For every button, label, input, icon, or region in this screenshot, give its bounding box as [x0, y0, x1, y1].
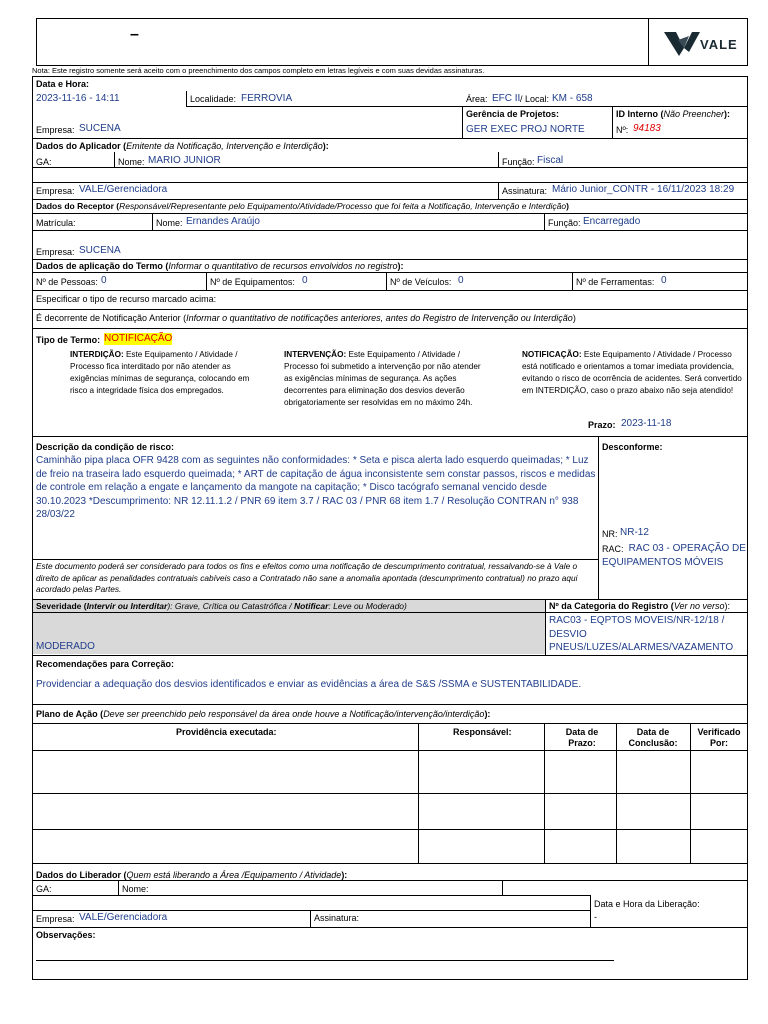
liberacao-data-value: -	[594, 912, 597, 922]
liberador-nome-label: Nome:	[122, 884, 149, 894]
equipamentos-value: 0	[302, 275, 308, 286]
vale-logo	[662, 28, 742, 58]
aplicador-funcao: Fiscal	[537, 155, 564, 166]
aplicador-empresa-label: Empresa:	[36, 186, 75, 196]
vale-logo-icon	[662, 28, 702, 58]
empresa-label: Empresa:	[36, 125, 75, 135]
aplicador-title: Dados do Aplicador (Emitente da Notificação, Intervenção e Interdição):	[36, 141, 329, 151]
liberador-title: Dados do Liberador (Quem está liberando a Área /Equipamento / Atividade):	[36, 870, 348, 880]
receptor-matricula-label: Matrícula:	[36, 218, 76, 228]
col-verificado: Verificado Por:	[697, 727, 741, 748]
gerencia-label: Gerência de Projetos:	[466, 109, 560, 119]
decorrente-label: É decorrente de Notificação Anterior (Informar o quantitativo de notificações anteriores, antes do Registro de Intervenção ou Interdição)	[36, 313, 576, 323]
observacoes-label: Observações:	[36, 930, 96, 940]
col-prazo: Data de Prazo:	[565, 727, 599, 748]
notificacao-text: NOTIFICAÇÃO: Este Equipamento / Atividade / Processo está notificado e orientamos a tomar imediata providencia, evitando o risco de ocorrência de acidentes. Será convertido em INTERDIÇÃO, caso o prazo abaixo não seja atendido!	[522, 350, 742, 395]
tipo-termo-label: Tipo de Termo:	[36, 335, 101, 345]
header-note: Nota: Este registro somente será aceito com o preenchimento dos campos completo em letras legíveis e com suas devidas assinaturas.	[32, 66, 485, 75]
severidade-value: MODERADO	[36, 641, 95, 652]
receptor-funcao: Encarregado	[583, 216, 641, 227]
ferramentas-value: 0	[661, 275, 667, 286]
aplicador-nome: MARIO JUNIOR	[148, 155, 221, 166]
empresa-value: SUCENA	[79, 123, 121, 134]
aplicacao-title: Dados de aplicação do Termo (Informar o quantitativo de recursos envolvidos no registro):	[36, 261, 404, 271]
header-dash: –	[130, 26, 139, 43]
receptor-empresa-label: Empresa:	[36, 247, 75, 257]
area-label: Área:	[466, 94, 488, 104]
localidade-value: FERROVIA	[241, 93, 293, 104]
data-hora-label: Data e Hora:	[36, 79, 90, 89]
local-value: KM - 658	[552, 93, 593, 104]
rac-label: RAC:	[602, 544, 624, 554]
liberador-empresa: VALE/Gerenciadora	[79, 912, 168, 923]
header-box	[36, 18, 748, 66]
observacoes-line	[36, 960, 614, 961]
pessoas-value: 0	[101, 275, 107, 286]
recomendacoes-text: Providenciar a adequação dos desvios identificados e enviar as evidências a área de S&S /SSMA e SUSTENTABILIDADE.	[36, 679, 582, 690]
aplicador-empresa: VALE/Gerenciadora	[79, 184, 168, 195]
equipamentos-label: Nº de Equipamentos:	[210, 277, 295, 287]
aplicador-funcao-label: Função:	[502, 157, 535, 167]
n-value: 94183	[633, 123, 661, 134]
tipo-termo-value: NOTIFICAÇÃO	[104, 333, 173, 344]
id-interno-label: ID Interno (Não Preencher):	[616, 109, 731, 119]
categoria-label: Nº da Categoria do Registro (Ver no verso):	[549, 601, 731, 611]
prazo-label: Prazo:	[588, 420, 616, 430]
aplicador-assinatura: Mário Junior_CONTR - 16/11/2023 18:29	[552, 184, 735, 195]
descricao-label: Descrição da condição de risco:	[36, 442, 175, 452]
col-responsavel: Responsável:	[453, 727, 512, 737]
data-hora-value: 2023-11-16 - 14:11	[36, 93, 120, 104]
pessoas-label: Nº de Pessoas:	[36, 277, 98, 287]
receptor-empresa: SUCENA	[79, 245, 121, 256]
gerencia-value: GER EXEC PROJ NORTE	[466, 124, 585, 135]
descricao-text: Caminhão pipa placa OFR 9428 com as seguintes não conformidades: * Seta e pisca alerta lado esquerdo queimadas; * Luz de freio na traseira lado esquerdo queimada; * ART de capitação de água inconsistente sem constar passos, riscos e medidas de controle em relação a engate e lançamento da mangote na capitação; * Disco tacógrafo semanal vencido desde 30.10.2023 *Descumprimento: NR 12.11.1.2 / PNR 69 item 3.7 / RAC 03 / PNR 68 item 1.7 / Resolução CONTRAN n° 938 28/03/22	[36, 455, 596, 520]
liberador-empresa-label: Empresa:	[36, 914, 75, 924]
severidade-label: Severidade (Intervir ou Interditar): Grave, Crítica ou Catastrófica / Notificar: Leve ou Moderado)	[36, 601, 407, 611]
receptor-title: Dados do Receptor (Responsável/Representante pelo Equipamento/Atividade/Processo que foi feita a Notificação, Intervenção e Interdição)	[36, 201, 569, 211]
rac-value: RAC 03 - OPERAÇÃO DE EQUIPAMENTOS MÓVEIS	[602, 543, 746, 568]
local-label: / Local:	[520, 94, 550, 104]
recomendacoes-label: Recomendações para Correção:	[36, 659, 175, 669]
interdicao-text: INTERDIÇÃO: Este Equipamento / Atividade / Processo fica interditado por não atender as exigências mínimas de segurança, colocando em risco a integridade física dos empregados.	[70, 350, 250, 395]
receptor-nome: Ernandes Araújo	[186, 216, 260, 227]
disclaimer-text: Este documento poderá ser considerado para todos os fins e efeitos como uma notificação de descumprimento contratual, ressalvando-se à Vale o direito de aplicar as penalidades contratuais cabíveis caso a Contratado não sane a anomalia apontada (descumprimento contratual) no prazo aqui acordado pelas Partes.	[36, 561, 578, 594]
aplicador-assinatura-label: Assinatura:	[502, 186, 548, 196]
intervencao-text: INTERVENÇÃO: Este Equipamento / Atividade / Processo foi submetido a intervenção por não atender as exigências mínimas de segurança. As ações decorrentes para eliminação dos desvios deverão obrigatoriamente ser resolvidas em no máximo 24h.	[284, 350, 481, 407]
area-value: EFC II	[492, 93, 521, 104]
veiculos-label: Nº de Veículos:	[390, 277, 452, 287]
nr-label: NR:	[602, 529, 618, 539]
aplicador-nome-label: Nome:	[118, 157, 145, 167]
especificar-label: Especificar o tipo de recurso marcado acima:	[36, 294, 217, 304]
header-divider	[648, 18, 649, 66]
receptor-nome-label: Nome:	[156, 218, 183, 228]
liberador-assinatura-label: Assinatura:	[314, 913, 360, 923]
liberacao-data-label: Data e Hora da Liberação:	[594, 899, 700, 909]
veiculos-value: 0	[458, 275, 464, 286]
categoria-value: RAC03 - EQPTOS MOVEIS/NR-12/18 / DESVIO PNEUS/LUZES/ALARMES/VAZAMENTO	[549, 615, 734, 653]
nr-value: NR-12	[620, 527, 649, 538]
localidade-label: Localidade:	[190, 94, 237, 104]
receptor-funcao-label: Função:	[548, 218, 581, 228]
desconforme-label: Desconforme:	[602, 442, 663, 452]
severidade-value-bg	[33, 613, 545, 654]
vale-logo-text: VALE	[700, 37, 738, 52]
n-label: Nº:	[616, 125, 629, 135]
liberador-ga-label: GA:	[36, 884, 52, 894]
plano-title: Plano de Ação (Deve ser preenchido pelo responsável da área onde houve a Notificação/intervenção/interdição):	[36, 709, 491, 719]
col-providencia: Providência executada:	[176, 727, 277, 737]
ferramentas-label: Nº de Ferramentas:	[576, 277, 655, 287]
prazo-value: 2023-11-18	[621, 418, 672, 429]
aplicador-ga-label: GA:	[36, 157, 52, 167]
col-conclusao: Data de Conclusão:	[628, 727, 678, 748]
